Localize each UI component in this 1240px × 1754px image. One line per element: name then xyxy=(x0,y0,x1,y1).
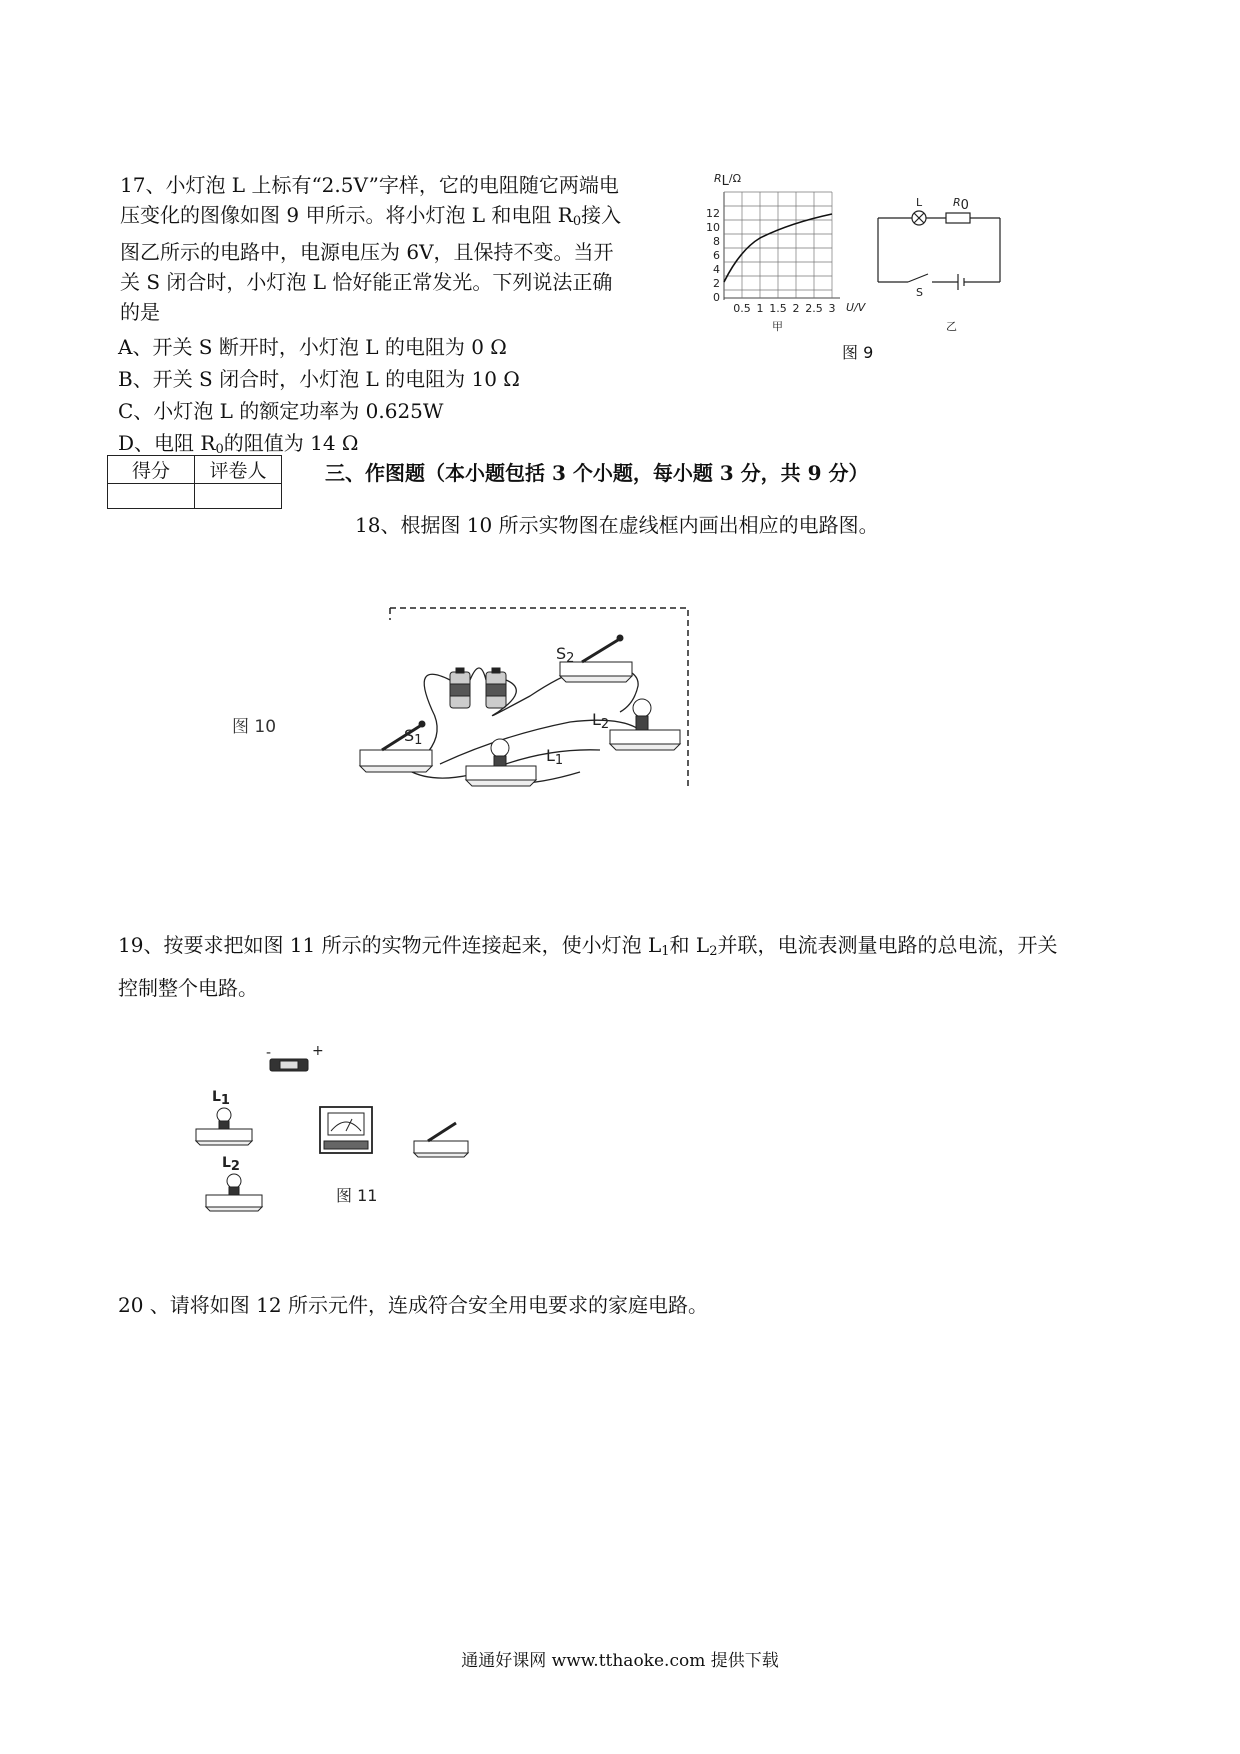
q17-option-a: A、开关 S 断开时，小灯泡 L 的电阻为 0 Ω xyxy=(118,335,507,359)
fig9-xtick: 3 xyxy=(828,302,836,315)
fig9-ylabel: $R_L/\Omega$ xyxy=(714,172,742,189)
fig11-label-l2: $L_2$ xyxy=(222,1155,240,1174)
grader-cell[interactable] xyxy=(195,484,282,509)
fig9-xtick: 1.5 xyxy=(769,302,787,315)
fig10-label-s1: $S_1$ xyxy=(404,726,423,748)
battery xyxy=(270,1059,308,1071)
q17-line-1: 17、小灯泡 L 上标有“2.5V”字样，它的电阻随它两端电 xyxy=(120,173,619,197)
bulb-l1 xyxy=(466,739,536,786)
fig9-label-yi: 乙 xyxy=(946,320,957,333)
footer-credit: 通通好课网 www.tthaoke.com 提供下载 xyxy=(461,1651,779,1671)
fig10-label-l2: $L_2$ xyxy=(592,710,610,732)
fig10-drawing xyxy=(320,600,700,800)
question-20: 20 、请将如图 12 所示元件，连成符合安全用电要求的家庭电路。 xyxy=(118,1293,708,1317)
fig11-switch xyxy=(414,1123,468,1157)
question-19 xyxy=(118,930,1138,1003)
bulb-l2 xyxy=(610,699,680,750)
fig10-caption: 图 10 xyxy=(232,717,277,737)
q17-line-3: 图乙所示的电路中，电源电压为 6V，且保持不变。当开 xyxy=(120,240,614,264)
fig9-lamp-label: L xyxy=(916,196,923,209)
q19-line-2: 控制整个电路。 xyxy=(118,976,258,1000)
fig9-xtick: 2 xyxy=(792,302,800,315)
fig10-label-l1: $L_1$ xyxy=(546,746,564,768)
grader-header: 评卷人 xyxy=(195,456,282,484)
fig9-resistor-label: $R_0$ xyxy=(953,196,969,213)
fig9-yticks: 12 10 8 6 4 2 0 xyxy=(706,207,720,304)
battery-pair xyxy=(450,668,506,708)
q17-line-2: 压变化的图像如图 9 甲所示。将小灯泡 L 和电阻 $R_0$接入 xyxy=(120,203,622,229)
ammeter xyxy=(320,1107,372,1153)
fig9-caption: 图 9 xyxy=(842,343,874,362)
fig9-xtick: 1 xyxy=(756,302,764,315)
fig11-bulb-l2 xyxy=(206,1174,262,1211)
fig9-xtick: 2.5 xyxy=(805,302,823,315)
q17-line-5: 的是 xyxy=(120,300,160,324)
score-header: 得分 xyxy=(108,456,195,484)
fig9-xtick: 0.5 xyxy=(733,302,751,315)
score-cell[interactable] xyxy=(108,484,195,509)
fig11-bulb-l1 xyxy=(196,1108,252,1145)
fig11-caption: 图 11 xyxy=(336,1186,378,1205)
q17-option-d: D、电阻 $R_0$的阻值为 14 Ω xyxy=(118,431,359,457)
fig9-xlabel: U/V xyxy=(846,301,866,314)
q17-option-b: B、开关 S 闭合时，小灯泡 L 的电阻为 10 Ω xyxy=(118,367,520,391)
fig9-circuit xyxy=(878,211,1000,290)
question-18: 18、根据图 10 所示实物图在虚线框内画出相应的电路图。 xyxy=(355,513,879,537)
figure-10 xyxy=(320,600,700,800)
score-table xyxy=(107,455,282,509)
fig9-label-jia: 甲 xyxy=(772,320,783,333)
question-17 xyxy=(120,170,680,327)
figure-11 xyxy=(188,1045,488,1225)
q17-option-c: C、小灯泡 L 的额定功率为 0.625W xyxy=(118,399,444,423)
battery-plus: + xyxy=(312,1043,324,1059)
fig10-label-s2: $S_2$ xyxy=(556,644,575,666)
fig11-label-l1: $L_1$ xyxy=(212,1089,230,1108)
battery-minus: - xyxy=(266,1045,272,1061)
section-3-title: 三、作图题（本小题包括 3 个小题，每小题 3 分，共 9 分） xyxy=(325,461,869,485)
fig9-switch-label: S xyxy=(916,286,923,299)
q17-line-4: 关 S 闭合时，小灯泡 L 恰好能正常发光。下列说法正确 xyxy=(120,270,613,294)
q19-line-1: 19、按要求把如图 11 所示的实物元件连接起来，使小灯泡 $L_1$和 $L_2$并联，电流表测量电路的总电流，开关 xyxy=(118,933,1058,959)
